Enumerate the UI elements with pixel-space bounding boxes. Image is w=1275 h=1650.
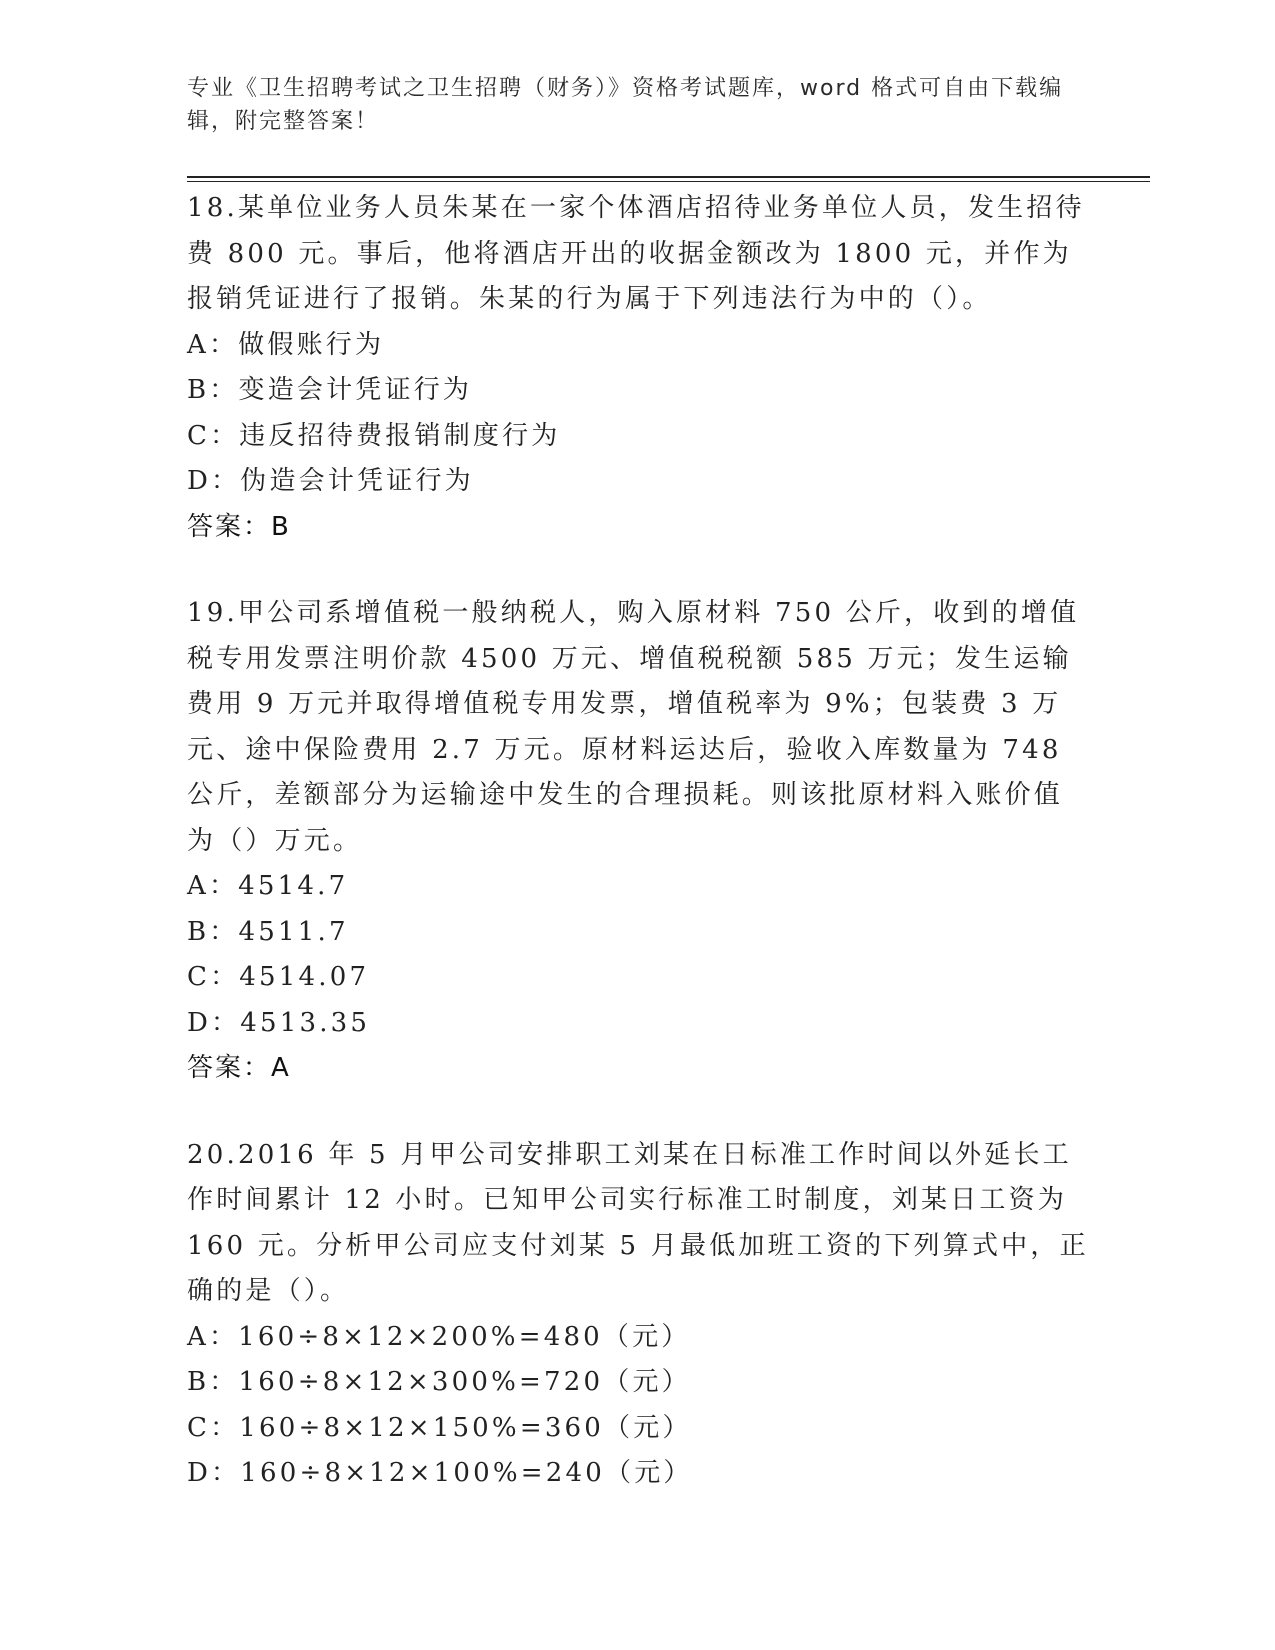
option-c: C：160÷8×12×150%=360（元） <box>187 1412 692 1443</box>
option-a: A：4514.7 <box>187 871 349 901</box>
question-list <box>187 186 1092 1538</box>
option-b: B：160÷8×12×300%=720（元） <box>187 1367 691 1397</box>
question-text: 20.2016 年 5 月甲公司安排职工刘某在日标准工作时间以外延长工作时间累计 12 小时。已知甲公司实行标准工时制度，刘某日工资为 160 元。分析甲公司应支付刘某 5 月最低加班工资的下列算式中，正确的是（）。 <box>187 1139 1089 1306</box>
question-text: 18.某单位业务人员朱某在一家个体酒店招待业务单位人员，发生招待费 800 元。事后，他将酒店开出的收据金额改为 1800 元，并作为报销凭证进行了报销。朱某的行为属于下列违法行为中的（）。 <box>187 193 1085 314</box>
question-text: 19.甲公司系增值税一般纳税人，购入原材料 750 公斤，收到的增值税专用发票注明价款 4500 万元、增值税税额 585 万元；发生运输费用 9 万元并取得增值税专用发票，增值税率为 9%；包装费 3 万元、途中保险费用 2.7 万元。原材料运达后，验收入库数量为 748 公斤，差额部分为运输途中发生的合理损耗。则该批原材料入账价值为（）万元。 <box>187 598 1080 856</box>
option-a: A：160÷8×12×200%=480（元） <box>187 1321 691 1352</box>
document-header: 专业《卫生招聘考试之卫生招聘（财务）》资格考试题库，word 格式可自由下载编辑，附完整答案！ <box>187 76 1064 134</box>
option-c: C：4514.07 <box>187 962 370 992</box>
option-d: D：伪造会计凭证行为 <box>187 466 474 496</box>
option-d: D：160÷8×12×100%=240（元） <box>187 1458 693 1488</box>
header-rule-thick <box>187 176 1150 178</box>
option-b: B：变造会计凭证行为 <box>187 375 473 405</box>
answer-line: 答案：B <box>187 511 291 542</box>
answer-line: 答案：A <box>187 1053 291 1083</box>
question-19 <box>187 591 1092 1092</box>
option-b: B：4511.7 <box>187 916 349 947</box>
header-rule-thin <box>187 181 1150 182</box>
question-20 <box>187 1133 1092 1497</box>
option-c: C：违反招待费报销制度行为 <box>187 420 561 451</box>
question-18 <box>187 186 1092 550</box>
option-a: A：做假账行为 <box>187 329 385 360</box>
option-d: D：4513.35 <box>187 1007 371 1038</box>
